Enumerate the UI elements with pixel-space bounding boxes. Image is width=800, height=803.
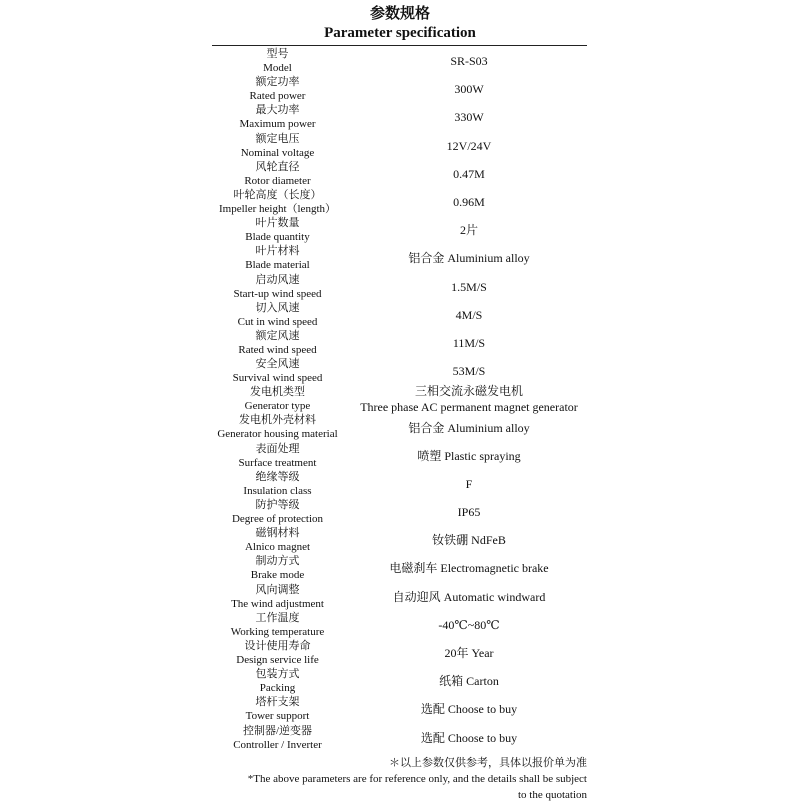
spec-value [343, 357, 595, 385]
spec-value [343, 442, 595, 470]
spec-label-chinese: 设计使用寿命 [244, 639, 311, 652]
spec-label [210, 583, 345, 611]
spec-label-chinese: 绝缘等级 [255, 470, 300, 483]
spec-value-text: 纸箱 Carton [439, 674, 499, 689]
spec-row [210, 470, 590, 498]
spec-value [343, 103, 595, 131]
spec-label [210, 413, 345, 441]
spec-label-english: Surface treatment [238, 456, 317, 469]
spec-value [343, 667, 595, 695]
spec-value-text: 12V/24V [446, 138, 492, 153]
spec-row [210, 667, 590, 695]
spec-row [210, 413, 590, 441]
spec-label-english: Controller / Inverter [233, 738, 322, 751]
spec-label-english: Rotor diameter [244, 174, 311, 187]
spec-label-english: Rated wind speed [238, 343, 317, 356]
spec-label-chinese: 包装方式 [255, 668, 300, 681]
spec-row [210, 160, 590, 188]
spec-label-chinese: 风向调整 [255, 583, 300, 596]
spec-label [210, 667, 345, 695]
spec-row [210, 639, 590, 667]
spec-label [210, 385, 345, 413]
spec-row [210, 132, 590, 160]
spec-label-chinese: 叶片数量 [255, 217, 300, 230]
spec-row [210, 75, 590, 103]
spec-value-text: 电磁刹车 Electromagnetic brake [389, 561, 549, 576]
spec-row [210, 103, 590, 131]
spec-label-chinese: 叶片材料 [255, 245, 300, 258]
spec-label [210, 47, 345, 75]
spec-label [210, 160, 345, 188]
spec-value [343, 611, 595, 639]
spec-row [210, 724, 590, 752]
spec-value-text: 自动迎风 Automatic windward [392, 589, 546, 604]
spec-row [210, 385, 590, 413]
spec-label-english: Cut in wind speed [237, 315, 318, 328]
spec-row [210, 47, 590, 75]
disclaimer-english-line1: *The above parameters are for reference only, and the details shall be subject [247, 773, 587, 785]
spec-row [210, 329, 590, 357]
spec-row [210, 695, 590, 723]
spec-label [210, 611, 345, 639]
spec-table [210, 47, 590, 752]
spec-label [210, 75, 345, 103]
spec-label-chinese: 防护等级 [255, 499, 300, 511]
spec-row [210, 583, 590, 611]
spec-value-text: 330W [454, 110, 484, 125]
spec-label-english: Maximum power [239, 118, 316, 131]
disclaimer-note [212, 755, 587, 803]
spec-value [343, 583, 595, 611]
spec-label-chinese: 启动风速 [255, 273, 300, 286]
spec-label-english: Nominal voltage [240, 146, 315, 159]
spec-label-chinese: 工作温度 [255, 611, 300, 624]
spec-row [210, 554, 590, 582]
spec-label-chinese: 制动方式 [255, 555, 300, 568]
spec-label [210, 526, 345, 554]
spec-label-english: Impeller height（length） [219, 202, 336, 215]
spec-value [343, 639, 595, 667]
spec-label-chinese: 磁钢材料 [255, 527, 300, 540]
spec-row [210, 526, 590, 554]
title-english: Parameter specification [324, 25, 476, 41]
spec-value-text: 铝合金 Aluminium alloy [408, 420, 530, 435]
spec-value [343, 470, 595, 498]
spec-value-text: -40℃~80℃ [438, 617, 500, 632]
spec-value-text: 铝合金 Aluminium alloy [408, 251, 530, 266]
spec-label-english: Survival wind speed [232, 372, 323, 385]
spec-label [210, 132, 345, 160]
spec-label [210, 103, 345, 131]
disclaimer-english-line2: to the quotation [517, 789, 587, 801]
spec-label-chinese: 安全风速 [255, 358, 300, 371]
spec-label-english: Packing [259, 682, 296, 695]
spec-row [210, 244, 590, 272]
spec-value [343, 413, 595, 441]
spec-value-text: 选配 Choose to buy [420, 730, 518, 745]
spec-value [343, 695, 595, 723]
spec-label [210, 695, 345, 723]
spec-label [210, 724, 345, 752]
spec-label-chinese: 额定电压 [255, 132, 300, 145]
spec-value-text: 1.5M/S [451, 279, 487, 294]
spec-value-text: F [465, 476, 473, 491]
spec-row [210, 611, 590, 639]
spec-label-english: Degree of protection [231, 513, 323, 525]
spec-label-english: Generator housing material [217, 428, 338, 441]
spec-value [343, 273, 595, 301]
spec-label-chinese: 额定风速 [255, 329, 300, 342]
spec-value [343, 75, 595, 103]
spec-value [343, 329, 595, 357]
spec-value [343, 47, 595, 75]
spec-label [210, 188, 345, 216]
spec-value-text: IP65 [457, 505, 481, 520]
spec-value [343, 554, 595, 582]
spec-value-text: 喷塑 Plastic spraying [417, 448, 521, 463]
spec-label-chinese: 塔杆支架 [255, 696, 300, 709]
spec-label-chinese: 表面处理 [255, 442, 300, 455]
spec-value [343, 498, 595, 526]
spec-value [343, 724, 595, 752]
spec-value-text: SR-S03 [450, 54, 488, 69]
spec-label-chinese: 最大功率 [255, 104, 300, 117]
spec-label-english: Tower support [245, 710, 310, 723]
spec-label-english: Working temperature [230, 625, 325, 638]
spec-value [343, 216, 595, 244]
spec-label-english: Blade material [245, 259, 310, 272]
spec-label [210, 470, 345, 498]
spec-row [210, 357, 590, 385]
spec-label-chinese: 控制器/逆变器 [242, 724, 313, 737]
spec-row [210, 273, 590, 301]
spec-label-chinese: 切入风速 [255, 301, 300, 314]
spec-label-chinese: 发电机外壳材料 [239, 414, 316, 427]
spec-label-english: Blade quantity [245, 231, 310, 244]
spec-value-text: 钕铁硼 NdFeB [432, 533, 506, 548]
spec-value [343, 244, 595, 272]
spec-value-text: 0.96M [453, 195, 485, 210]
spec-value-text: 20年 Year [444, 646, 494, 661]
spec-value-text: 4M/S [455, 307, 483, 322]
spec-value [343, 160, 595, 188]
spec-value-text: 53M/S [452, 364, 486, 379]
spec-label [210, 357, 345, 385]
spec-label [210, 498, 345, 526]
spec-label-english: Start-up wind speed [233, 287, 322, 300]
spec-label-chinese: 额定功率 [255, 76, 300, 89]
spec-label [210, 554, 345, 582]
spec-value [343, 526, 595, 554]
spec-row [210, 498, 590, 526]
spec-value-text: 0.47M [453, 166, 485, 181]
spec-value [343, 385, 595, 413]
spec-row [210, 216, 590, 244]
spec-label-english: Generator type [244, 400, 311, 413]
spec-row [210, 442, 590, 470]
spec-value [343, 188, 595, 216]
spec-label-english: Rated power [249, 90, 306, 103]
spec-value-text: 300W [454, 82, 484, 97]
spec-value-text: 选配 Choose to buy [420, 702, 518, 717]
spec-row [210, 188, 590, 216]
spec-label [210, 639, 345, 667]
spec-value-text: 三相交流永磁发电机 [414, 384, 523, 399]
title-chinese: 参数规格 [369, 6, 430, 22]
disclaimer-chinese: ＊以上参数仅供参考，具体以报价单为准 [389, 757, 587, 769]
spec-label-chinese: 发电机类型 [250, 386, 305, 399]
spec-value-text-secondary: Three phase AC permanent magnet generator [360, 400, 578, 415]
spec-label [210, 216, 345, 244]
spec-value [343, 132, 595, 160]
spec-label [210, 244, 345, 272]
spec-value-text: 11M/S [452, 335, 486, 350]
spec-label-chinese: 风轮直径 [255, 160, 300, 173]
header-divider [212, 45, 587, 46]
spec-label [210, 329, 345, 357]
spec-label-english: Alnico magnet [244, 541, 311, 554]
spec-label-english: The wind adjustment [231, 597, 324, 610]
spec-label-chinese: 型号 [266, 48, 289, 60]
spec-row [210, 301, 590, 329]
spec-value [343, 301, 595, 329]
spec-value-text: 2片 [459, 223, 478, 238]
spec-label-english: Brake mode [250, 569, 305, 582]
spec-label-english: Model [263, 62, 292, 74]
spec-label-english: Design service life [236, 653, 319, 666]
spec-label-english: Insulation class [243, 484, 312, 497]
spec-label [210, 442, 345, 470]
spec-label [210, 301, 345, 329]
spec-label [210, 273, 345, 301]
spec-label-chinese: 叶轮高度（长度） [233, 188, 322, 201]
